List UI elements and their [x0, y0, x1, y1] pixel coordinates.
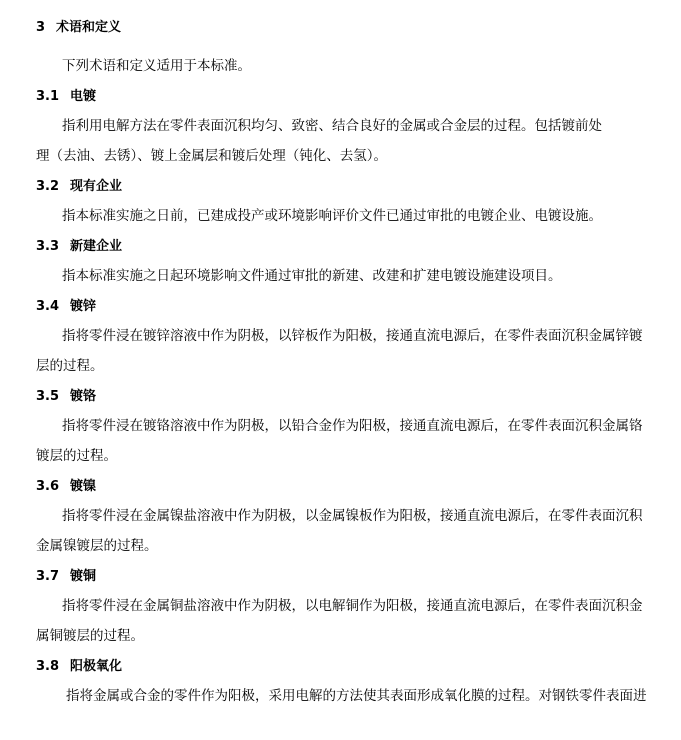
term-title: 镀镍: [70, 479, 97, 494]
term-heading: [36, 299, 96, 315]
term-heading: [36, 179, 122, 195]
term-heading: [36, 389, 96, 405]
term-definition-line: 金属镍镀层的过程。: [36, 538, 158, 554]
term-title: 电镀: [70, 89, 97, 104]
term-definition-line: 属铜镀层的过程。: [36, 628, 144, 644]
term-number: 3.4: [36, 299, 60, 314]
term-number: 3.2: [36, 179, 60, 194]
term-definition-line: 指利用电解方法在零件表面沉积均匀、致密、结合良好的金属或合金层的过程。包括镀前处: [62, 118, 602, 134]
term-definition-line: 指将零件浸在镀铬溶液中作为阴极，以铅合金作为阳极，接通直流电源后，在零件表面沉积金属铬: [62, 418, 643, 434]
term-title: 镀锌: [70, 299, 97, 314]
term-title: 现有企业: [70, 179, 123, 194]
section-intro: 下列术语和定义适用于本标准。: [62, 58, 251, 74]
section-number: 3: [36, 20, 46, 35]
term-definition-line: 指将零件浸在金属镍盐溶液中作为阴极，以金属镍板作为阳极，接通直流电源后，在零件表面沉积: [62, 508, 643, 524]
term-heading: [36, 89, 96, 105]
term-heading: [36, 569, 96, 585]
term-definition-line: 指将零件浸在金属铜盐溶液中作为阴极，以电解铜作为阳极，接通直流电源后，在零件表面沉积金: [62, 598, 643, 614]
term-number: 3.3: [36, 239, 60, 254]
term-title: 镀铬: [70, 389, 97, 404]
term-definition-line: 镀层的过程。: [36, 448, 117, 464]
term-heading: [36, 659, 122, 675]
term-number: 3.7: [36, 569, 60, 584]
term-definition-line: 指将金属或合金的零件作为阳极，采用电解的方法使其表面形成氧化膜的过程。对钢铁零件表面进: [66, 688, 647, 704]
term-number: 3.5: [36, 389, 60, 404]
term-title: 新建企业: [70, 239, 123, 254]
term-number: 3.1: [36, 89, 60, 104]
term-title: 阳极氧化: [70, 659, 123, 674]
term-definition-line: 指本标准实施之日起环境影响文件通过审批的新建、改建和扩建电镀设施建设项目。: [62, 268, 562, 284]
term-number: 3.8: [36, 659, 60, 674]
term-heading: [36, 479, 96, 495]
term-number: 3.6: [36, 479, 60, 494]
term-heading: [36, 239, 122, 255]
section-heading: [36, 20, 121, 36]
term-definition-line: 层的过程。: [36, 358, 104, 374]
term-definition-line: 理（去油、去锈）、镀上金属层和镀后处理（钝化、去氢）。: [36, 148, 387, 164]
term-definition-line: 指本标准实施之日前，已建成投产或环境影响评价文件已通过审批的电镀企业、电镀设施。: [62, 208, 602, 224]
term-title: 镀铜: [70, 569, 97, 584]
section-title: 术语和定义: [56, 20, 122, 35]
term-definition-line: 指将零件浸在镀锌溶液中作为阴极，以锌板作为阳极，接通直流电源后，在零件表面沉积金属锌镀: [62, 328, 643, 344]
